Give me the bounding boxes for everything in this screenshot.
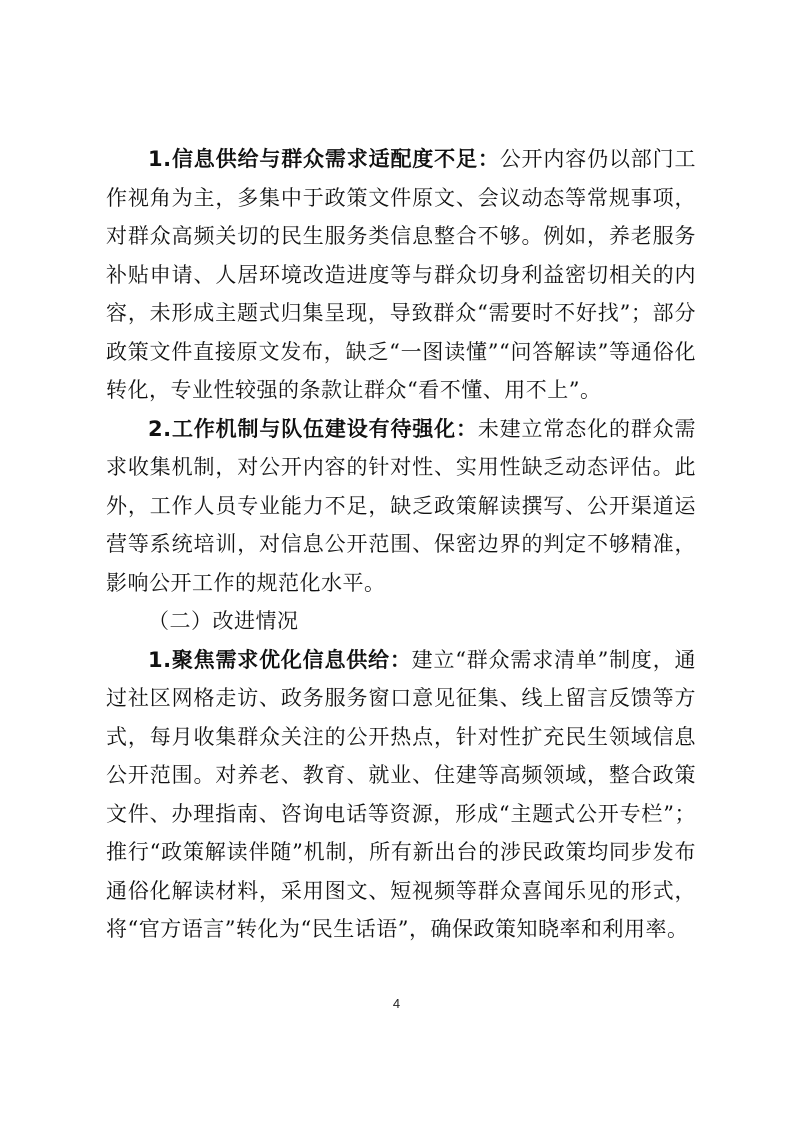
paragraph-mechanism bbox=[106, 410, 696, 603]
paragraph-heading: 1.信息供给与群众需求适配度不足： bbox=[148, 147, 500, 171]
paragraph-text: 建立“群众需求清单”制度，通过社区网格走访、政务服务窗口意见征集、线上留言反馈等方式，每月收集群众关注的公开热点，针对性扩充民生领域信息公开范围。对养老、教育、就业、住建等高频领域，整合政策文件、办理指南、咨询电话等资源，形成“主题式公开专栏”；推行“政策解读伴随”机制，所有新出台的涉民政策均同步发布通俗化解读材料，采用图文、短视频等群众喜闻乐见的形式，将“官方语言”转化为“民生话语”，确保政策知晓率和利用率。 bbox=[106, 647, 696, 941]
paragraph-heading: 1.聚焦需求优化信息供给： bbox=[148, 647, 412, 672]
paragraph-text: 公开内容仍以部门工作视角为主，多集中于政策文件原文、会议动态等常规事项，对群众高频关切的民生服务类信息整合不够。例如，养老服务补贴申请、人居环境改造进度等与群众切身利益密切相关的内容，未形成主题式归集呈现，导致群众“需要时不好找”；部分政策文件直接原文发布，缺乏“一图读懂”“问答解读”等通俗化转化，专业性较强的条款让群众“看不懂、用不上”。 bbox=[106, 147, 697, 402]
section-heading-improvement: （二）改进情况 bbox=[148, 609, 299, 633]
paragraph-heading: 2.工作机制与队伍建设有待强化： bbox=[148, 416, 478, 441]
document-body bbox=[106, 140, 696, 949]
paragraph-text: 未建立常态化的群众需求收集机制，对公开内容的针对性、实用性缺乏动态评估。此外，工作人员专业能力不足，缺乏政策解读撰写、公开渠道运营等系统培训，对信息公开范围、保密边界的判定不够精准，影响公开工作的规范化水平。 bbox=[106, 416, 696, 595]
paragraph-info-supply bbox=[106, 140, 696, 410]
page-number: 4 bbox=[392, 996, 401, 1011]
paragraph-improvement bbox=[106, 641, 696, 949]
